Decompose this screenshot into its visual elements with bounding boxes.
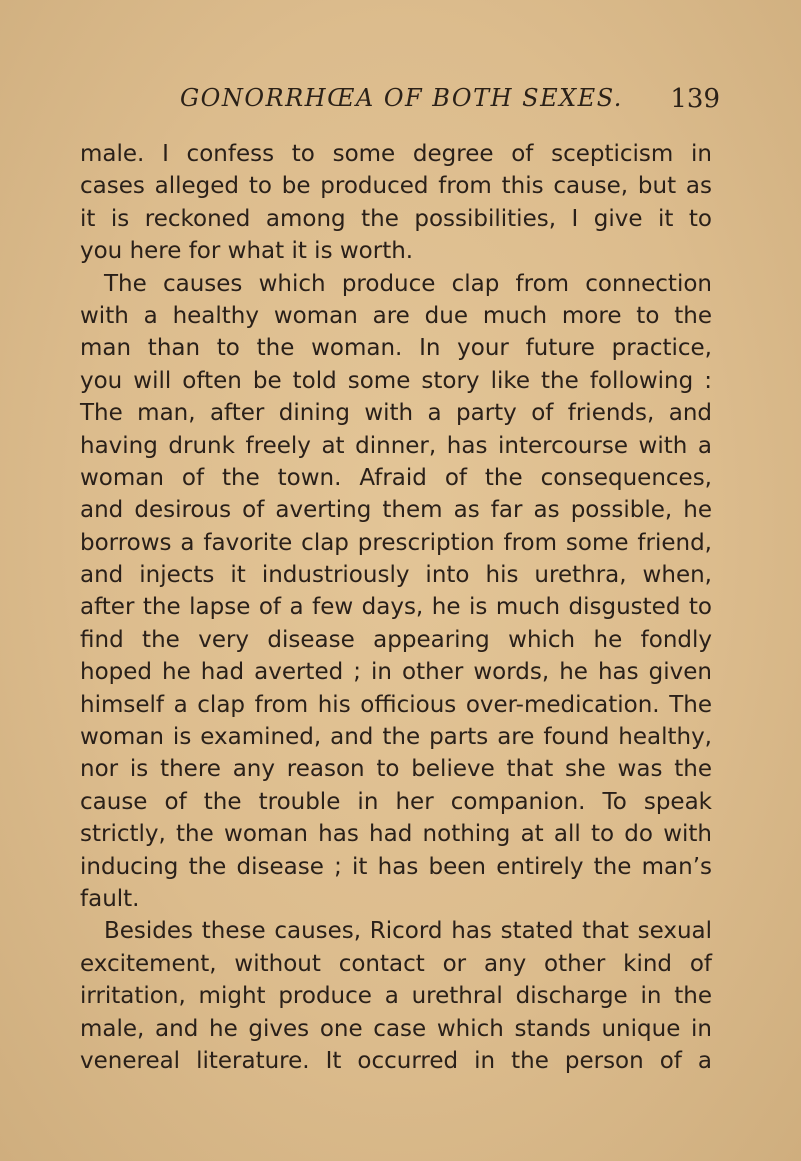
text-line: nor is there any reason to believe that she was the	[80, 756, 712, 783]
page-header	[80, 84, 720, 124]
text-line: after the lapse of a few days, he is much disgusted to	[80, 594, 712, 621]
page-number: 139	[670, 84, 720, 114]
text-line: Besides these causes, Ricord has stated that sexual	[104, 918, 712, 945]
text-line: excitement, without contact or any other kind of	[80, 950, 712, 977]
text-line: you will often be told some story like the following :	[80, 367, 712, 394]
text-line: you here for what it is worth.	[80, 238, 414, 265]
text-line: himself a clap from his officious over-medication. The	[80, 691, 712, 718]
text-line: inducing the disease ; it has been entirely the man’s	[80, 853, 712, 880]
text-line: man than to the woman. In your future practice,	[80, 335, 712, 362]
text-line: having drunk freely at dinner, has intercourse with a	[80, 432, 712, 459]
text-line: cases alleged to be produced from this cause, but as	[80, 173, 712, 200]
text-line: and desirous of averting them as far as possible, he	[80, 497, 712, 524]
text-line: find the very disease appearing which he fondly	[80, 626, 712, 653]
text-line: venereal literature. It occurred in the person of a	[80, 1047, 712, 1074]
text-line: with a healthy woman are due much more to the	[80, 302, 712, 329]
text-line: woman is examined, and the parts are found healthy,	[80, 724, 712, 751]
text-line: irritation, might produce a urethral discharge in the	[80, 983, 712, 1010]
text-line: woman of the town. Afraid of the consequences,	[80, 464, 712, 491]
text-line: strictly, the woman has had nothing at all to do with	[80, 821, 712, 848]
text-line: cause of the trouble in her companion. To speak	[80, 788, 712, 815]
body-text	[80, 138, 712, 1077]
text-line: The causes which produce clap from connection	[104, 270, 712, 297]
text-line: it is reckoned among the possibilities, I give it to	[80, 205, 712, 232]
text-line: The man, after dining with a party of friends, and	[80, 400, 712, 427]
text-line: and injects it industriously into his urethra, when,	[80, 562, 712, 589]
running-title: GONORRHŒA OF BOTH SEXES.	[180, 84, 623, 112]
text-line: fault.	[80, 885, 140, 912]
text-line: male, and he gives one case which stands unique in	[80, 1015, 712, 1042]
text-line: borrows a favorite clap prescription from some friend,	[80, 529, 712, 556]
text-line: male. I confess to some degree of scepticism in	[80, 141, 712, 167]
text-line: hoped he had averted ; in other words, he has given	[80, 659, 712, 686]
